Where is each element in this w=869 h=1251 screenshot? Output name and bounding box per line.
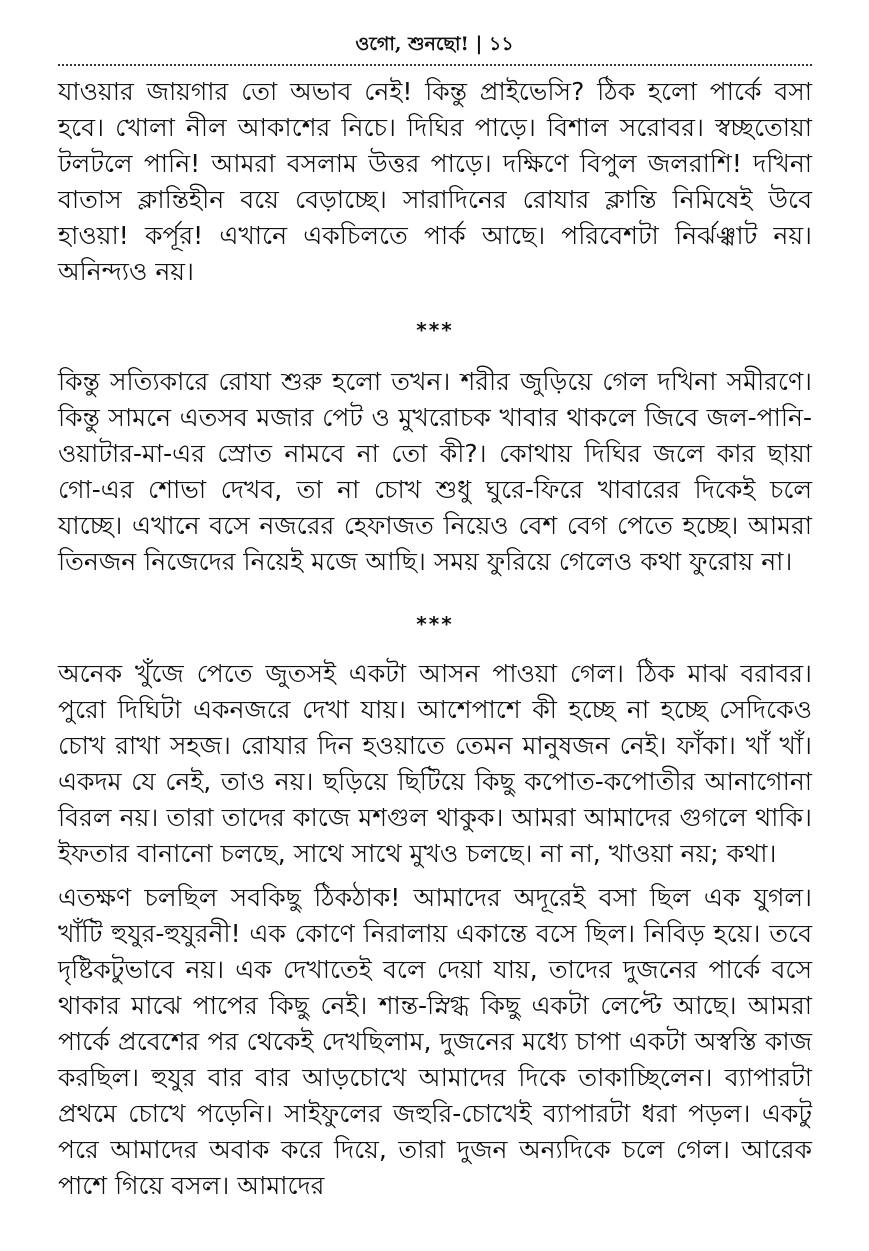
section-break-2: *** (416, 612, 454, 636)
header-separator: | (475, 33, 483, 55)
paragraph-1: যাওয়ার জায়গার তো অভাব নেই! কিন্তু প্রাইভেসি? ঠিক হলো পার্কে বসা হবে। খোলা নীল আকাশের নিচে। দিঘির পাড়ে। বিশাল সরোবর। স্বচ্ছতোয়া টলটলে পানি! আমরা বসলাম উত্তর পাড়ে। দক্ষিণে বিপুল জলরাশি! দখিনা বাতাস ক্লান্তিহীন বয়ে বেড়াচ্ছে। সারাদিনের রোযার ক্লান্তি নিমিষেই উবে হাওয়া! কর্পূর! এখানে একচিলতে পার্ক আছে। পরিবেশটা নির্ঝঞ্ঝাট নয়। অনিন্দ্যও নয়। (58, 77, 812, 286)
paragraph-4: এতক্ষণ চলছিল সবকিছু ঠিকঠাক! আমাদের অদূরেই বসা ছিল এক যুগল। খাঁটি হুযুর-হুযুরনী! এক কোণে নিরালায় একান্তে বসে ছিল। নিবিড় হয়ে। তবে দৃষ্টিকটুভাবে নয়। এক দেখাতেই বলে দেয়া যায়, তাদের দুজনের পার্কে বসে থাকার মাঝে পাপের কিছু নেই। শান্ত-স্নিগ্ধ কিছু একটা লেপ্টে আছে। আমরা পার্কে প্রবেশের পর থেকেই দেখছিলাম, দুজনের মধ্যে চাপা একটা অস্বস্তি কাজ করছিল। হুযুর বার বার আড়চোখে আমাদের দিকে তাকাচ্ছিলেন। ব্যাপারটা প্রথমে চোখে পড়েনি। সাইফুলের জহুরি-চোখেই ব্যাপারটা ধরা পড়ল। একটু পরে আমাদের অবাক করে দিয়ে, তারা দুজন অন্যদিকে চলে গেল। আরেক পাশে গিয়ে বসল। আমাদের (58, 883, 812, 1200)
paragraph-2: কিন্তু সত্যিকারে রোযা শুরু হলো তখন। শরীর জুড়িয়ে গেল দখিনা সমীরণে। কিন্তু সামনে এতসব মজার পেট ও মুখরোচক খাবার থাকলে জিবে জল-পানি-ওয়াটার-মা-এর স্রোত নামবে না তো কী?। কোথায় দিঘির জলে কার ছায়া গো-এর শোভা দেখব, তা না চোখ শুধু ঘুরে-ফিরে খাবারের দিকেই চলে যাচ্ছে। এখানে বসে নজরের হেফাজত নিয়েও বেশ বেগ পেতে হচ্ছে। আমরা তিনজন নিজেদের নিয়েই মজে আছি। সময় ফুরিয়ে গেলেও কথা ফুরোয় না। (58, 367, 812, 576)
header-title: ওগো, শুনছো! (355, 33, 469, 55)
paragraph-3: অনেক খুঁজে পেতে জুতসই একটা আসন পাওয়া গেল। ঠিক মাঝ বরাবর। পুরো দিঘিটা একনজরে দেখা যায়। আশেপাশে কী হচ্ছে না হচ্ছে সেদিকেও চোখ রাখা সহজ। রোযার দিন হওয়াতে তেমন মানুষজন নেই। ফাঁকা। খাঁ খাঁ। একদম যে নেই, তাও নয়। ছড়িয়ে ছিটিয়ে কিছু কপোত-কপোতীর আনাগোনা বিরল নয়। তারা তাদের কাজে মশগুল থাকুক। আমরা আমাদের গুগলে থাকি। ইফতার বানানো চলছে, সাথে সাথে মুখও চলছে। না না, খাওয়া নয়; কথা। (58, 659, 812, 868)
page-number: ১১ (489, 33, 514, 55)
section-break-1: *** (416, 318, 454, 342)
page-body (58, 72, 812, 1204)
running-header (0, 30, 869, 62)
header-dotted-rule (58, 64, 812, 66)
